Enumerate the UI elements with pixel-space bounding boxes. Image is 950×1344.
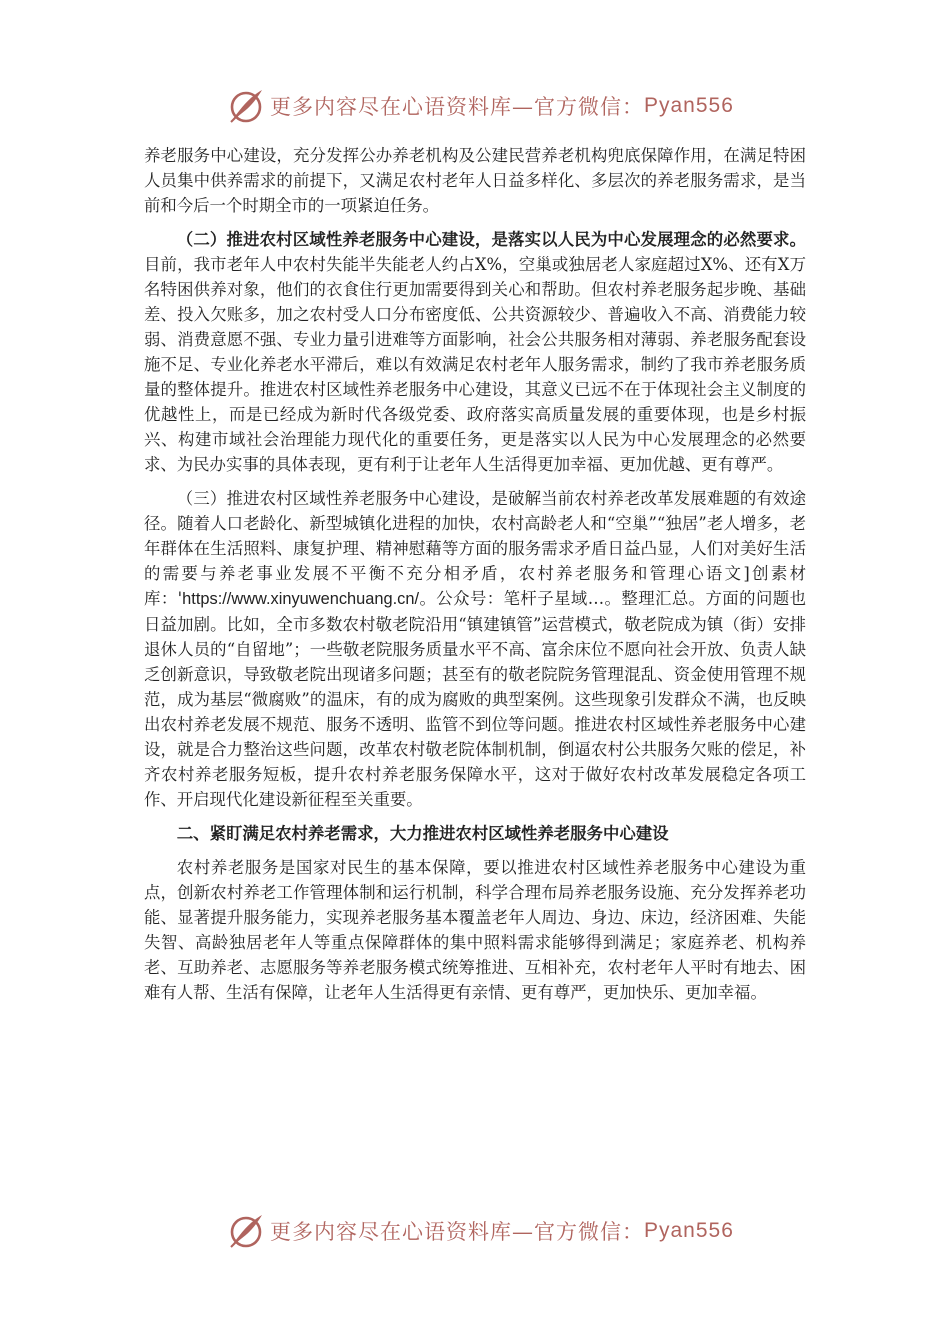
banner-text: 更多内容尽在心语资料库—官方微信： [270, 95, 644, 119]
paragraph-3 [144, 486, 806, 812]
paragraph-3-part-a: （三）推进农村区域性养老服务中心建设，是破解当前农村养老改革发展难题的有效途径。随着人口老龄化、新型城镇化进程的加快，农村高龄老人和“空巢”“独居”老人增多，老年群体在生活照料、康复护理、精神慰藉等方面的服务需求矛盾日益凸显，人们对美好生活的需要与养老事业发展不平衡不充分相矛盾，农村养老服务和管理心语文]创素材库：' [144, 489, 806, 608]
quill-logo-icon [226, 86, 266, 126]
quill-logo-icon [226, 1211, 266, 1251]
section-heading-2: 二、紧盯满足农村养老需求，大力推进农村区域性养老服务中心建设 [176, 824, 669, 843]
header-banner [226, 86, 746, 126]
paragraph-2 [144, 227, 806, 477]
paragraph-3-part-b: 。公众号：笔杆子星域…。整理汇总。方面的问题也日益加剧。比如，全市多数农村敬老院沿用“镇建镇管”运营模式，敬老院成为镇（街）安排退休人员的“自留地”；一些敬老院服务质量水平不高、富余床位不愿向社会开放、负责人缺乏创新意识，导致敬老院出现诸多问题；甚至有的敬老院院务管理混乱、资金使用管理不规范，成为基层“微腐败”的温床，有的成为腐败的典型案例。这些现象引发群众不满，也反映出农村养老发展不规范、服务不透明、监管不到位等问题。推进农村区域性养老服务中心建设，就是合力整治这些问题，改革农村敬老院体制机制，倒逼农村公共服务欠账的偿足，补齐农村养老服务短板，提升农村养老服务保障水平，这对于做好农村改革发展稳定各项工作、开启现代化建设新征程至关重要。 [144, 589, 806, 809]
footer-banner [226, 1211, 746, 1251]
paragraph-1: 养老服务中心建设，充分发挥公办养老机构及公建民营养老机构兜底保障作用，在满足特困人员集中供养需求的前提下，又满足农村老年人日益多样化、多层次的养老服务需求，是当前和今后一个时期全市的一项紧迫任务。 [144, 146, 806, 215]
document-body [144, 143, 806, 1005]
paragraph-2-body: 目前，我市老年人中农村失能半失能老人约占X%，空巢或独居老人家庭超过X%、还有X万名特困供养对象，他们的衣食住行更加需要得到关心和帮助。但农村养老服务起步晚、基础差、投入欠账多，加之农村受人口分布密度低、公共资源较少、普遍收入不高、消费能力较弱、消费意愿不强、专业力量引进难等方面影响，社会公共服务相对薄弱、养老服务配套设施不足、专业化养老水平滞后，难以有效满足农村老年人服务需求，制约了我市养老服务质量的整体提升。推进农村区域性养老服务中心建设，其意义已远不在于体现社会主义制度的优越性上，而是已经成为新时代各级党委、政府落实高质量发展的重要体现，也是乡村振兴、构建市域社会治理能力现代化的重要任务，更是落实以人民为中心发展理念的必然要求、为民办实事的具体表现，更有利于让老年人生活得更加幸福、更加优越、更有尊严。 [144, 255, 806, 474]
paragraph-2-lead: （二）推进农村区域性养老服务中心建设，是落实以人民为中心发展理念的必然要求。 [176, 230, 806, 249]
paragraph-4: 农村养老服务是国家对民生的基本保障，要以推进农村区域性养老服务中心建设为重点，创新农村养老工作管理体制和运行机制，科学合理布局养老服务设施、充分发挥养老功能、显著提升服务能力，实现养老服务基本覆盖老年人周边、身边、床边，经济困难、失能失智、高龄独居老年人等重点保障群体的集中照料需求能够得到满足；家庭养老、机构养老、互助养老、志愿服务等养老服务模式统筹推进、互相补充，农村老年人平时有地去、困难有人帮、生活有保障，让老年人生活得更有亲情、更有尊严，更加快乐、更加幸福。 [144, 858, 806, 1002]
banner-text: 更多内容尽在心语资料库—官方微信： [270, 1220, 644, 1244]
source-url-link[interactable]: https://www.xinyuwenchuang.cn/ [182, 590, 420, 608]
banner-wechat-handle: Pyan556 [644, 1219, 734, 1242]
banner-wechat-handle: Pyan556 [644, 94, 734, 117]
